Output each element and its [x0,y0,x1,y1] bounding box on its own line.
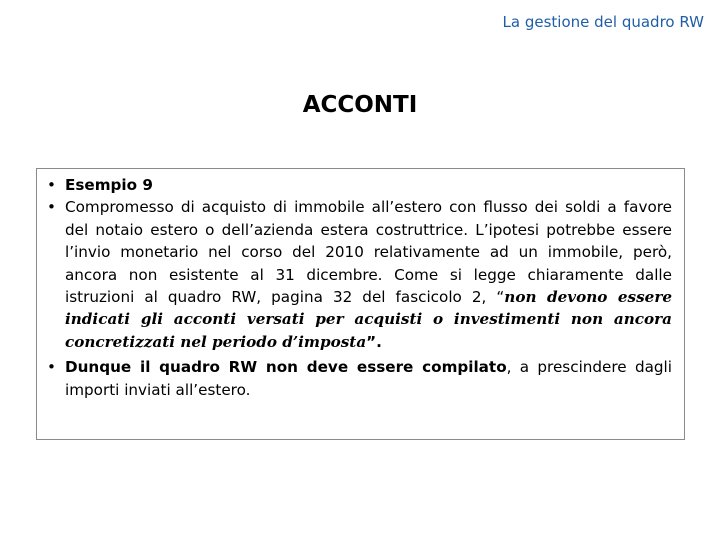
conclusion-bold: Dunque il quadro RW non deve essere compilato [65,358,507,377]
example-label: Esempio 9 [65,176,153,194]
conclusion-rest: , a prescindere dagli importi inviati all’estero. [65,358,672,399]
slide-title: ACCONTI [302,92,418,118]
instruction-quote: non devono essere indicati gli acconti versati per acquisti o investimenti non ancora concretizzati nel periodo d’imposta [65,288,672,351]
quote-close: ”. [366,332,382,351]
bullet-conclusion [45,356,672,401]
description-text: Compromesso di acquisto di immobile all’estero con flusso dei soldi a favore del notaio estero o dell’azienda estera costruttrice. L’ipotesi potrebbe essere l’invio monetario nel corso del 2010 relativamente ad un immobile, però, ancora non esistente al 31 dicembre. Come si legge chiaramente dalle istruzioni al quadro RW, pagina 32 del fascicolo 2, “ [65,198,672,307]
bullet-list [45,174,672,401]
bullet-description [45,196,672,353]
bullet-example [45,174,672,196]
header-title: La gestione del quadro RW [502,13,704,31]
content-box [36,168,685,440]
